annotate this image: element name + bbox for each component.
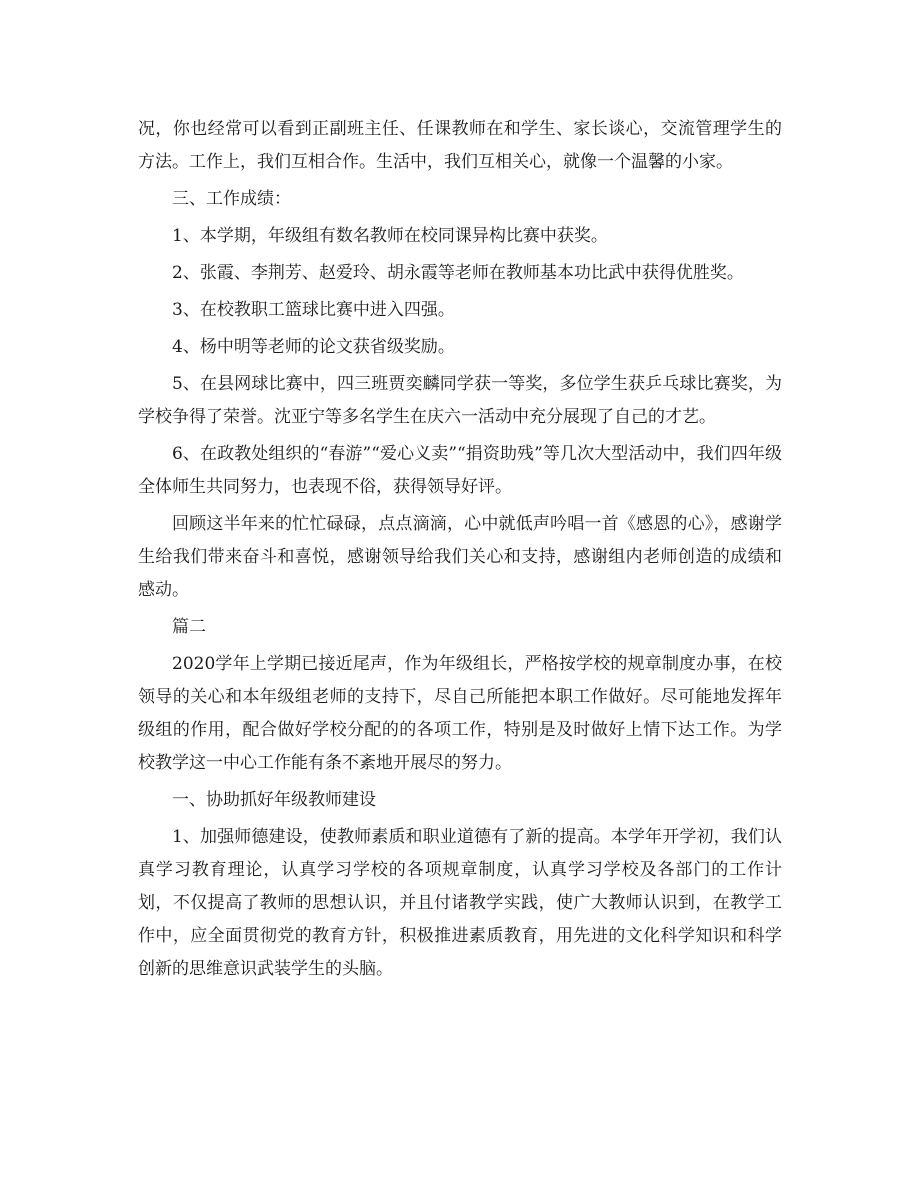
paragraph-review: 回顾这半年来的忙忙碌碌，点点滴滴，心中就低声吟唱一首《感恩的心》，感谢学生给我们带来奋斗和喜悦，感谢领导给我们关心和支持，感谢组内老师创造的成绩和感动。 [138,514,782,600]
section-heading-teacher-building: 一、协助抓好年级教师建设 [172,790,376,810]
list-item-achievement-6: 6、在政教处组织的“春游”“爱心义卖”“捐资助残”等几次大型活动中，我们四年级全体师生共同努力，也表现不俗，获得领导好评。 [138,444,782,497]
paragraph-intro-part-two: 2020学年上学期已接近尾声，作为年级组长，严格按学校的规章制度办事，在校领导的关心和本年级组老师的支持下，尽自己所能把本职工作做好。尽可能地发挥年级组的作用，配合做好学校分配的的各项工作，特别是及时做好上情下达工作。为学校教学这一中心工作能有条不紊地开展尽的努力。 [138,654,782,773]
section-title-part-two: 篇二 [172,617,206,637]
list-item-achievement-5: 5、在县网球比赛中，四三班贾奕麟同学获一等奖，多位学生获乒乓球比赛奖，为学校争得了荣誉。沈亚宁等多名学生在庆六一活动中充分展现了自己的才艺。 [138,374,782,427]
document-body [138,113,782,990]
list-item-ethics: 1、加强师德建设，使教师素质和职业道德有了新的提高。本学年开学初，我们认真学习教育理论，认真学习学校的各项规章制度，认真学习学校及各部门的工作计划，不仅提高了教师的思想认识，并且付诸教学实践，使广大教师认识到，在教学工作中，应全面贯彻党的教育方针，积极推进素质教育，用先进的文化科学知识和科学创新的思维意识武装学生的头脑。 [138,827,782,979]
paragraph-continuation: 况，你也经常可以看到正副班主任、任课教师在和学生、家长谈心，交流管理学生的方法。工作上，我们互相合作。生活中，我们互相关心，就像一个温馨的小家。 [138,119,782,172]
section-heading-achievements: 三、工作成绩： [172,189,291,209]
list-item-achievement-3: 3、在校教职工篮球比赛中进入四强。 [172,300,455,320]
list-item-achievement-4: 4、杨中明等老师的论文获省级奖励。 [172,337,455,357]
list-item-achievement-1: 1、本学期，年级组有数名教师在校同课异构比赛中获奖。 [172,226,608,246]
list-item-achievement-2: 2、张霞、李荆芳、赵爱玲、胡永霞等老师在教师基本功比武中获得优胜奖。 [172,263,744,283]
